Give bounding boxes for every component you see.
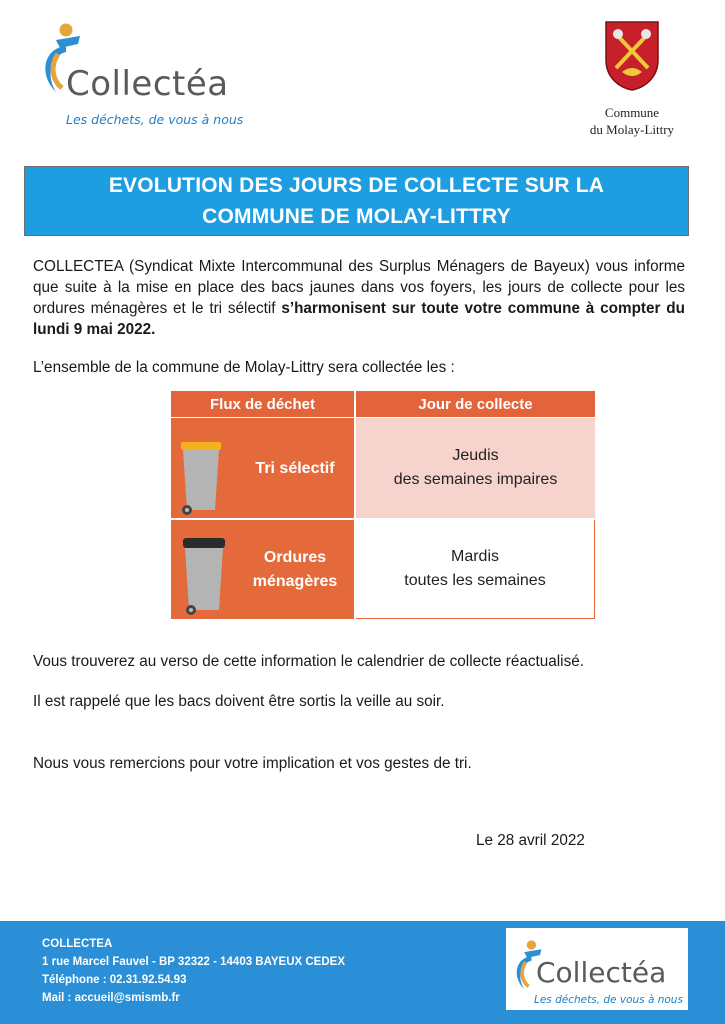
row-tri-selectif-day	[356, 418, 595, 518]
row-ordures-day	[356, 520, 595, 619]
stream-ordures-line1: Ordures	[263, 549, 327, 566]
note-verso: Vous trouverez au verso de cette information le calendrier de collecte réactualisé.	[33, 653, 584, 670]
intro-text: COLLECTEA (Syndicat Mixte Intercommunal des Surplus Ménagers de Bayeux) vous informe que suite à la mise en place des bacs jaunes dans vos foyers, les jours de collecte pour les ordures ménagères et le tri sélectif	[33, 258, 685, 317]
stream-ordures-line2: ménagères	[252, 573, 338, 590]
footer-logo	[506, 928, 688, 1010]
footer-org: COLLECTEA	[42, 938, 113, 950]
logo-wordmark: Collectéa	[66, 64, 229, 104]
footer-logo-tagline: Les déchets, de vous à nous	[534, 994, 683, 1006]
footer-contact	[42, 935, 345, 1007]
footer-address: 1 rue Marcel Fauvel - BP 32322 - 14403 BAYEUX CEDEX	[42, 956, 345, 968]
document-date: Le 28 avril 2022	[476, 832, 585, 849]
day-toutes-semaines: toutes les semaines	[404, 572, 546, 589]
intro-paragraph	[33, 256, 685, 340]
page-title: EVOLUTION DES JOURS DE COLLECTE SUR LA COMMUNE DE MOLAY-LITTRY	[108, 174, 605, 228]
header-waste-stream: Flux de déchet	[171, 391, 354, 417]
note-veille: Il est rappelé que les bacs doivent être sortis la veille au soir.	[33, 693, 445, 710]
commune-coat-of-arms	[604, 20, 660, 92]
footer-mail: Mail : accueil@smismb.fr	[42, 992, 180, 1004]
collectea-logo	[36, 18, 276, 127]
commune-line1: Commune	[604, 105, 660, 120]
logo-tagline: Les déchets, de vous à nous	[66, 112, 244, 127]
commune-label	[570, 104, 694, 138]
header-collection-day: Jour de collecte	[356, 391, 595, 417]
lead-sentence: L’ensemble de la commune de Molay-Littry sera collectée les :	[33, 359, 455, 376]
row-ordures-stream	[171, 520, 354, 619]
yellow-bin-icon	[177, 434, 227, 518]
stream-tri-selectif: Tri sélectif	[255, 460, 335, 477]
footer-band	[0, 921, 725, 1024]
footer-phone: Téléphone : 02.31.92.54.93	[42, 974, 187, 986]
day-mardis: Mardis	[450, 548, 499, 565]
footer-logo-wordmark: Collectéa	[536, 956, 667, 989]
collection-table	[171, 391, 595, 619]
stream-ordures-menageres	[239, 546, 351, 594]
black-bin-icon	[179, 532, 229, 618]
intro-bold: s’harmonisent sur toute votre commune à compter du lundi 9 mai 2022.	[33, 300, 685, 338]
title-banner	[24, 166, 689, 236]
day-semaines-impaires: des semaines impaires	[393, 471, 558, 488]
commune-line2: du Molay-Littry	[589, 122, 675, 137]
row-tri-selectif-stream	[171, 418, 354, 518]
note-remerciements: Nous vous remercions pour votre implication et vos gestes de tri.	[33, 755, 472, 772]
day-jeudis: Jeudis	[452, 447, 499, 464]
